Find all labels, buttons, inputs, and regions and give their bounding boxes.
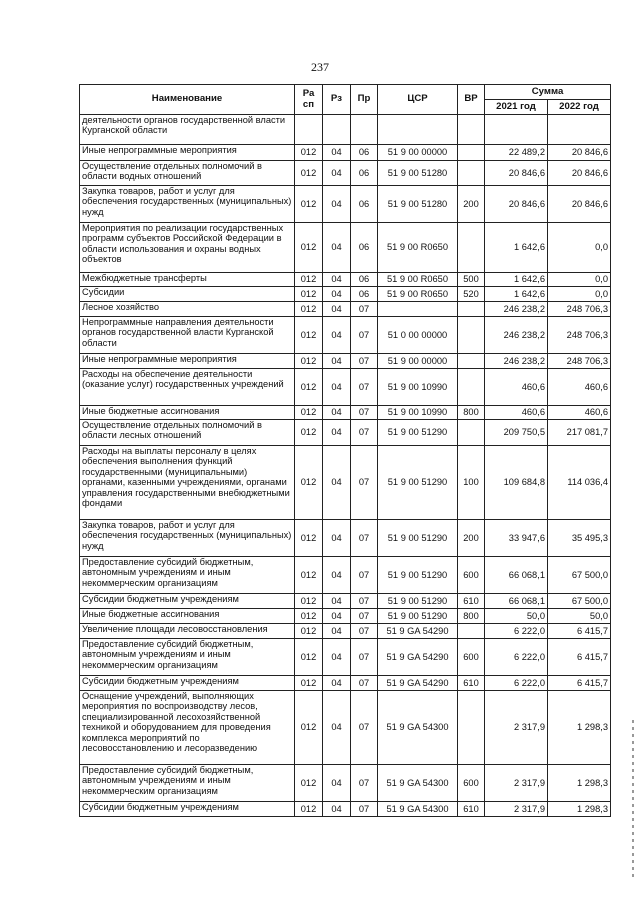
cell-vr: [458, 145, 485, 161]
cell-csr: 51 9 GA 54290: [378, 624, 458, 639]
cell-csr: 51 9 00 51290: [378, 446, 458, 520]
cell-rasp: 012: [295, 691, 323, 765]
cell-vr: [458, 369, 485, 406]
header-vr: ВР: [458, 85, 485, 115]
table-row: [80, 287, 611, 302]
cell-y1: 1 642,6: [485, 273, 548, 287]
cell-y2: 6 415,7: [548, 639, 611, 676]
cell-y2: 1 298,3: [548, 802, 611, 817]
cell-pr: [351, 115, 378, 145]
cell-rz: 04: [323, 161, 351, 186]
cell-y1: [485, 115, 548, 145]
table-row: [80, 624, 611, 639]
cell-y1: 66 068,1: [485, 557, 548, 594]
cell-rz: 04: [323, 369, 351, 406]
cell-y1: 209 750,5: [485, 420, 548, 446]
cell-pr: 07: [351, 354, 378, 369]
cell-y1: 2 317,9: [485, 802, 548, 817]
cell-rz: 04: [323, 557, 351, 594]
cell-csr: 51 9 00 00000: [378, 145, 458, 161]
cell-vr: 610: [458, 676, 485, 691]
table-row: [80, 691, 611, 765]
cell-y2: 0,0: [548, 287, 611, 302]
cell-y2: 460,6: [548, 369, 611, 406]
cell-rz: 04: [323, 145, 351, 161]
cell-rz: 04: [323, 302, 351, 317]
cell-csr: 51 9 GA 54290: [378, 676, 458, 691]
cell-pr: 07: [351, 302, 378, 317]
header-rz: Рз: [323, 85, 351, 115]
cell-y2: 20 846,6: [548, 186, 611, 223]
header-pr: Пр: [351, 85, 378, 115]
table-row: [80, 557, 611, 594]
cell-rasp: 012: [295, 223, 323, 273]
cell-rz: 04: [323, 520, 351, 557]
cell-rz: 04: [323, 354, 351, 369]
header-csr: ЦСР: [378, 85, 458, 115]
cell-pr: 07: [351, 557, 378, 594]
cell-vr: [458, 302, 485, 317]
cell-csr: 51 9 GA 54290: [378, 639, 458, 676]
cell-vr: 520: [458, 287, 485, 302]
cell-rasp: 012: [295, 802, 323, 817]
cell-name: Иные непрограммные мероприятия: [80, 145, 295, 161]
budget-table: [79, 84, 611, 817]
table-row: [80, 639, 611, 676]
cell-rasp: 012: [295, 287, 323, 302]
cell-y2: 67 500,0: [548, 594, 611, 609]
cell-csr: 51 9 00 51290: [378, 420, 458, 446]
cell-pr: 07: [351, 369, 378, 406]
cell-pr: 07: [351, 691, 378, 765]
table-header: [80, 85, 611, 115]
cell-name: Мероприятия по реализации государственных программ субъектов Российской Федерации в области использования и охраны водных объектов: [80, 223, 295, 273]
header-year-2021: 2021 год: [485, 100, 548, 115]
cell-rasp: 012: [295, 639, 323, 676]
cell-rasp: 012: [295, 594, 323, 609]
cell-pr: 07: [351, 765, 378, 802]
cell-csr: [378, 302, 458, 317]
cell-name: Иные непрограммные мероприятия: [80, 354, 295, 369]
cell-y1: 109 684,8: [485, 446, 548, 520]
cell-name: Непрограммные направления деятельности органов государственной власти Курганской области: [80, 317, 295, 354]
cell-csr: 51 9 00 R0650: [378, 287, 458, 302]
cell-name: Оснащение учреждений, выполняющих мероприятия по воспроизводству лесов, специализированной лесохозяйственной техникой и оборудованием для проведения комплекса мероприятий по лесовосстановлению и лесоразведению: [80, 691, 295, 765]
table-row: [80, 802, 611, 817]
cell-vr: [458, 161, 485, 186]
cell-rz: 04: [323, 420, 351, 446]
table-row: [80, 223, 611, 273]
header-year-2022: 2022 год: [548, 100, 611, 115]
cell-pr: 07: [351, 594, 378, 609]
cell-name: Межбюджетные трансферты: [80, 273, 295, 287]
table-row: [80, 273, 611, 287]
cell-vr: 800: [458, 406, 485, 420]
table-row: [80, 186, 611, 223]
cell-y1: 6 222,0: [485, 639, 548, 676]
cell-vr: [458, 624, 485, 639]
cell-y2: 20 846,6: [548, 145, 611, 161]
cell-y2: 114 036,4: [548, 446, 611, 520]
table-row: [80, 317, 611, 354]
cell-csr: 51 9 00 51290: [378, 520, 458, 557]
cell-y1: 22 489,2: [485, 145, 548, 161]
cell-pr: 07: [351, 802, 378, 817]
cell-rz: [323, 115, 351, 145]
cell-rz: 04: [323, 609, 351, 624]
cell-vr: [458, 354, 485, 369]
cell-pr: 07: [351, 609, 378, 624]
table-row: [80, 145, 611, 161]
cell-y1: 6 222,0: [485, 676, 548, 691]
cell-rz: 04: [323, 446, 351, 520]
cell-y1: 1 642,6: [485, 287, 548, 302]
cell-vr: 800: [458, 609, 485, 624]
cell-name: Расходы на обеспечение деятельности (оказание услуг) государственных учреждений: [80, 369, 295, 406]
cell-name: Субсидии бюджетным учреждениям: [80, 676, 295, 691]
table-row: [80, 676, 611, 691]
table-body: [80, 115, 611, 817]
cell-rasp: 012: [295, 557, 323, 594]
cell-csr: 51 9 GA 54300: [378, 802, 458, 817]
page-number: 237: [311, 60, 329, 74]
cell-name: Расходы на выплаты персоналу в целях обеспечения выполнения функций государственными (муниципальными) органами, казенными учреждениями, органами управления государственными внебюджетными фондами: [80, 446, 295, 520]
cell-y2: 217 081,7: [548, 420, 611, 446]
cell-y2: 1 298,3: [548, 691, 611, 765]
cell-rz: 04: [323, 765, 351, 802]
header-name: Наименование: [80, 85, 295, 115]
scan-artifact: [632, 720, 634, 880]
cell-rz: 04: [323, 406, 351, 420]
cell-name: Предоставление субсидий бюджетным, автономным учреждениям и иным некоммерческим организациям: [80, 639, 295, 676]
cell-csr: 51 9 00 51290: [378, 609, 458, 624]
cell-name: Иные бюджетные ассигнования: [80, 609, 295, 624]
cell-y1: 1 642,6: [485, 223, 548, 273]
cell-y2: 20 846,6: [548, 161, 611, 186]
cell-y1: 246 238,2: [485, 317, 548, 354]
table-row: [80, 609, 611, 624]
cell-rasp: 012: [295, 624, 323, 639]
cell-y2: 0,0: [548, 223, 611, 273]
cell-pr: 07: [351, 624, 378, 639]
cell-rz: 04: [323, 639, 351, 676]
cell-y1: 246 238,2: [485, 354, 548, 369]
cell-name: Закупка товаров, работ и услуг для обеспечения государственных (муниципальных) нужд: [80, 520, 295, 557]
table-row: [80, 115, 611, 145]
cell-name: Предоставление субсидий бюджетным, автономным учреждениям и иным некоммерческим организациям: [80, 765, 295, 802]
cell-pr: 06: [351, 287, 378, 302]
cell-rasp: 012: [295, 765, 323, 802]
cell-rasp: 012: [295, 302, 323, 317]
cell-rasp: 012: [295, 145, 323, 161]
cell-rz: 04: [323, 691, 351, 765]
cell-rasp: 012: [295, 369, 323, 406]
cell-y1: 6 222,0: [485, 624, 548, 639]
cell-csr: 51 9 GA 54300: [378, 691, 458, 765]
cell-rz: 04: [323, 802, 351, 817]
cell-rz: 04: [323, 317, 351, 354]
cell-rz: 04: [323, 287, 351, 302]
cell-rz: 04: [323, 594, 351, 609]
cell-name: Субсидии бюджетным учреждениям: [80, 802, 295, 817]
table-row: [80, 420, 611, 446]
cell-y1: 66 068,1: [485, 594, 548, 609]
cell-pr: 06: [351, 273, 378, 287]
cell-y2: 248 706,3: [548, 302, 611, 317]
cell-y2: 6 415,7: [548, 676, 611, 691]
cell-csr: 51 9 00 10990: [378, 406, 458, 420]
cell-csr: 51 0 00 00000: [378, 317, 458, 354]
table-row: [80, 354, 611, 369]
cell-y1: 460,6: [485, 406, 548, 420]
cell-y2: 50,0: [548, 609, 611, 624]
cell-vr: 610: [458, 802, 485, 817]
table-row: [80, 520, 611, 557]
cell-y2: 6 415,7: [548, 624, 611, 639]
cell-csr: 51 9 00 51280: [378, 161, 458, 186]
cell-name: Осуществление отдельных полномочий в области водных отношений: [80, 161, 295, 186]
cell-y1: 20 846,6: [485, 161, 548, 186]
cell-csr: 51 9 00 51280: [378, 186, 458, 223]
cell-rasp: 012: [295, 317, 323, 354]
cell-name: Увеличение площади лесовосстановления: [80, 624, 295, 639]
cell-pr: 07: [351, 406, 378, 420]
cell-rasp: 012: [295, 273, 323, 287]
cell-y1: 20 846,6: [485, 186, 548, 223]
cell-name: Осуществление отдельных полномочий в области лесных отношений: [80, 420, 295, 446]
cell-name: Закупка товаров, работ и услуг для обеспечения государственных (муниципальных) нужд: [80, 186, 295, 223]
cell-rz: 04: [323, 186, 351, 223]
cell-rasp: 012: [295, 520, 323, 557]
cell-rasp: 012: [295, 446, 323, 520]
cell-y1: 50,0: [485, 609, 548, 624]
cell-y2: 67 500,0: [548, 557, 611, 594]
cell-rasp: 012: [295, 609, 323, 624]
cell-rasp: 012: [295, 676, 323, 691]
cell-name: Лесное хозяйство: [80, 302, 295, 317]
cell-pr: 06: [351, 223, 378, 273]
cell-y2: 0,0: [548, 273, 611, 287]
cell-vr: 200: [458, 520, 485, 557]
cell-y1: 460,6: [485, 369, 548, 406]
cell-y2: 248 706,3: [548, 354, 611, 369]
header-rasp: Ра сп: [295, 85, 323, 115]
cell-y2: 1 298,3: [548, 765, 611, 802]
cell-vr: 100: [458, 446, 485, 520]
cell-pr: 07: [351, 420, 378, 446]
cell-rasp: [295, 115, 323, 145]
table-row: [80, 369, 611, 406]
cell-vr: 600: [458, 765, 485, 802]
cell-pr: 06: [351, 186, 378, 223]
cell-y2: [548, 115, 611, 145]
cell-y1: 2 317,9: [485, 765, 548, 802]
cell-pr: 07: [351, 317, 378, 354]
cell-name: Субсидии бюджетным учреждениям: [80, 594, 295, 609]
cell-csr: 51 9 00 00000: [378, 354, 458, 369]
cell-csr: 51 9 00 R0650: [378, 223, 458, 273]
cell-vr: [458, 317, 485, 354]
cell-name: Иные бюджетные ассигнования: [80, 406, 295, 420]
cell-pr: 07: [351, 676, 378, 691]
cell-rasp: 012: [295, 354, 323, 369]
cell-rasp: 012: [295, 406, 323, 420]
cell-vr: 500: [458, 273, 485, 287]
cell-rasp: 012: [295, 420, 323, 446]
cell-pr: 07: [351, 446, 378, 520]
cell-rz: 04: [323, 624, 351, 639]
cell-vr: 600: [458, 557, 485, 594]
cell-vr: 200: [458, 186, 485, 223]
cell-csr: 51 9 00 51290: [378, 594, 458, 609]
cell-csr: 51 9 00 R0650: [378, 273, 458, 287]
table-row: [80, 446, 611, 520]
cell-vr: [458, 223, 485, 273]
cell-rz: 04: [323, 273, 351, 287]
cell-y2: 460,6: [548, 406, 611, 420]
cell-y2: 248 706,3: [548, 317, 611, 354]
cell-name: деятельности органов государственной власти Курганской области: [80, 115, 295, 145]
cell-rasp: 012: [295, 186, 323, 223]
cell-csr: 51 9 GA 54300: [378, 765, 458, 802]
table-row: [80, 406, 611, 420]
cell-rz: 04: [323, 223, 351, 273]
cell-csr: 51 9 00 10990: [378, 369, 458, 406]
cell-csr: 51 9 00 51290: [378, 557, 458, 594]
cell-y1: 246 238,2: [485, 302, 548, 317]
cell-pr: 06: [351, 161, 378, 186]
table-row: [80, 594, 611, 609]
cell-rz: 04: [323, 676, 351, 691]
cell-name: Субсидии: [80, 287, 295, 302]
cell-vr: [458, 691, 485, 765]
header-sum: Сумма: [485, 85, 611, 100]
cell-csr: [378, 115, 458, 145]
cell-y1: 2 317,9: [485, 691, 548, 765]
cell-name: Предоставление субсидий бюджетным, автономным учреждениям и иным некоммерческим организациям: [80, 557, 295, 594]
cell-vr: [458, 420, 485, 446]
cell-vr: [458, 115, 485, 145]
cell-pr: 06: [351, 145, 378, 161]
cell-pr: 07: [351, 520, 378, 557]
cell-vr: 610: [458, 594, 485, 609]
cell-pr: 07: [351, 639, 378, 676]
cell-y1: 33 947,6: [485, 520, 548, 557]
cell-rasp: 012: [295, 161, 323, 186]
table-row: [80, 161, 611, 186]
table-row: [80, 765, 611, 802]
cell-vr: 600: [458, 639, 485, 676]
cell-y2: 35 495,3: [548, 520, 611, 557]
table-row: [80, 302, 611, 317]
